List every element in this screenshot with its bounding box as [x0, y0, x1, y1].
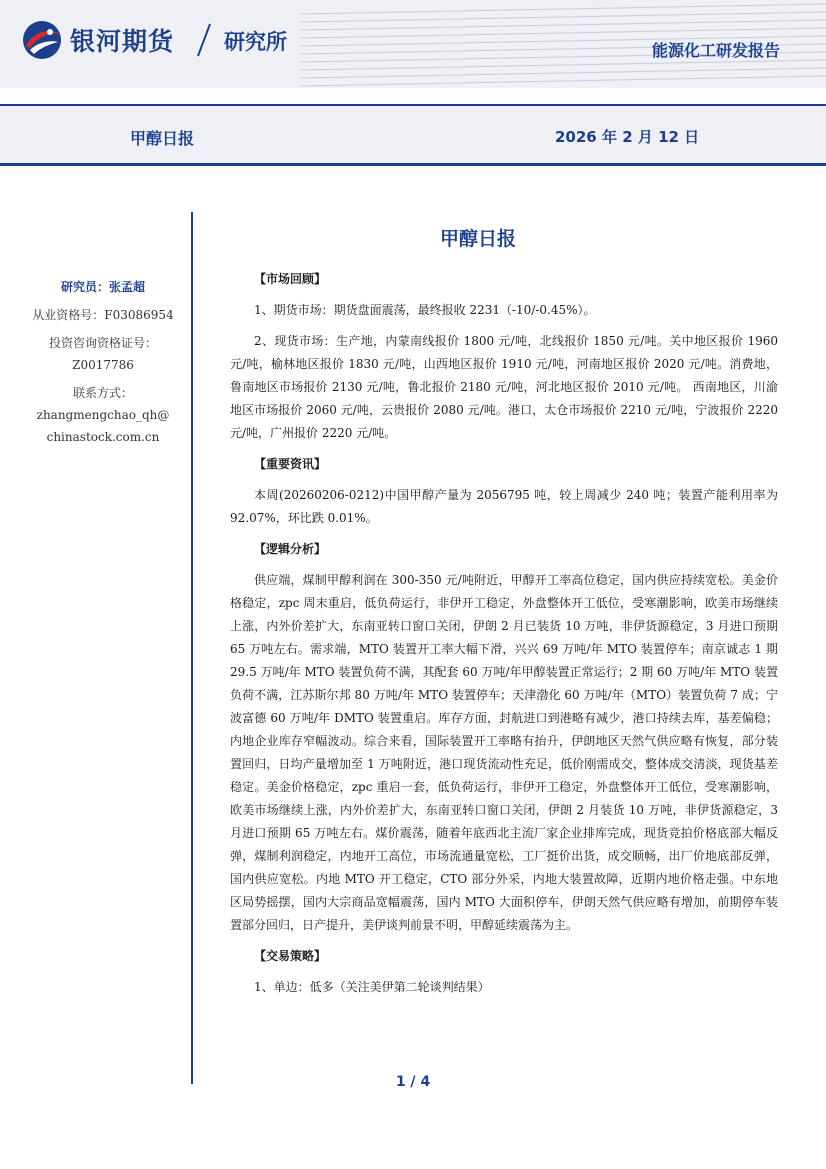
- news-paragraph: 本周(20260206-0212)中国甲醇产量为 2056795 吨，较上周减少 240 吨；装置产能利用率为 92.07%，环比跌 0.01%。: [230, 488, 778, 525]
- main-title: 甲醇日报: [440, 228, 517, 250]
- report-type: 能源化工研发报告: [651, 41, 780, 60]
- section-logic: 【逻辑分析】: [254, 542, 327, 556]
- subheader-band: [0, 106, 826, 164]
- page-current: 1: [395, 1074, 406, 1090]
- email-line-2[interactable]: chinastock.com.cn: [46, 430, 160, 444]
- logic-paragraph: 供应端，煤制甲醇利润在 300-350 元/吨附近，甲醇开工率高位稳定，国内供应持续宽松。美金价格稳定，zpc 周末重启，低负荷运行，非伊开工稳定，外盘整体开工低位，受寒潮影响，欧美市场继续上涨，内外价差扩大，东南亚转口窗口关闭，伊朗 2 月已装货 10 万吨，非伊货源稳定，3 月进口预期 65 万吨左右。需求端，MTO 装置开工率大幅下滑，兴兴 69 万吨/年 MTO 装置停车；南京诚志 1 期 29.5 万吨/年 MTO 装置负荷不满，其配套 60 万吨/年甲醇装置正常运行；2 期 60 万吨/年 MTO 装置负荷不满，江苏斯尔邦 80 万吨/年 MTO 装置停车；天津渤化 60 万吨/年（MTO）装置负荷 7 成；宁波富德 60 万吨/年 DMTO 装置重启。库存方面，封航进口到港略有减少，港口持续去库，基差偏稳；内地企业库存窄幅波动。综合来看，国际装置开工率略有抬升，伊朗地区天然气供应略有恢复，部分装置回归，日均产量增加至 1 万吨附近，港口现货流动性充足，低价刚需成交，整体成交清淡，现货基差稳定。美金价格稳定，zpc 重启一套，低负荷运行，非伊开工稳定，外盘整体开工低位，受寒潮影响，欧美市场继续上涨，内外价差扩大，东南亚转口窗口关闭，伊朗 2 月装货 10 万吨，非伊货源稳定，3 月进口预期 65 万吨左右。煤价震荡，随着年底西北主流厂家企业排库完成，现货竞拍价格底部大幅反弹，煤制利润稳定，内地开工高位，市场流通量宽松，工厂挺价出货，成交顺畅，出厂价地底部反弹，国内供应宽松。内地 MTO 开工稳定，CTO 部分外采，内地大装置故障，近期内地价格走强。中东地区局势摇摆，国内大宗商品宽幅震荡，国内 MTO 大面积停车，伊朗天然气供应略有增加，前期停车装置部分回归，日产提升，美伊谈判前景不明，甲醇延续震荡为主。: [230, 573, 778, 932]
- section-news: 【重要资讯】: [254, 457, 327, 471]
- section-market-review: 【市场回顾】: [254, 272, 327, 286]
- consult-number: Z0017786: [72, 358, 134, 372]
- consult-label: 投资咨询资格证号：: [48, 336, 157, 350]
- galaxy-logo-icon: [20, 18, 64, 62]
- column-divider: [191, 212, 193, 1084]
- section-strategy: 【交易策略】: [254, 949, 327, 963]
- department-name: 研究所: [224, 30, 287, 54]
- company-logo: [20, 18, 287, 62]
- qualification-number: 从业资格号：F03086954: [32, 308, 174, 322]
- report-date: 2026 年 2 月 12 日: [555, 128, 700, 146]
- subheader-rule: [0, 163, 826, 166]
- page-number: [0, 1074, 826, 1090]
- market-review-futures: 1、期货市场：期货盘面震荡，最终报收 2231（-10/-0.45%）。: [254, 303, 596, 317]
- divider-slash: [192, 20, 216, 60]
- page-total: 4: [420, 1074, 431, 1090]
- company-name: 银河期货: [70, 27, 175, 56]
- contact-label: 联系方式：: [72, 386, 133, 400]
- market-review-spot: 2、现货市场：生产地，内蒙南线报价 1800 元/吨，北线报价 1850 元/吨。关中地区报价 1960 元/吨，榆林地区报价 1830 元/吨，山西地区报价 1910 元/吨，河南地区报价 2020 元/吨。消费地，鲁南地区市场报价 2130 元/吨，鲁北报价 2180 元/吨，河北地区报价 2010 元/吨。 西南地区，川渝地区市场报价 2060 元/吨，云贵报价 2080 元/吨。港口，太仓市场报价 2210 元/吨，宁波报价 2220 元/吨，广州报价 2220 元/吨。: [230, 334, 778, 440]
- analyst-sidebar: [28, 276, 178, 448]
- page-separator: /: [405, 1074, 421, 1090]
- email-line-1[interactable]: zhangmengchao_qh@: [36, 408, 170, 422]
- header-band: [0, 0, 826, 88]
- analyst-name: 研究员：张孟超: [60, 280, 145, 294]
- report-title: 甲醇日报: [130, 129, 195, 148]
- strategy-single-side: 1、单边：低多（关注美伊第二轮谈判结果）: [254, 980, 490, 994]
- report-body: [230, 266, 778, 1007]
